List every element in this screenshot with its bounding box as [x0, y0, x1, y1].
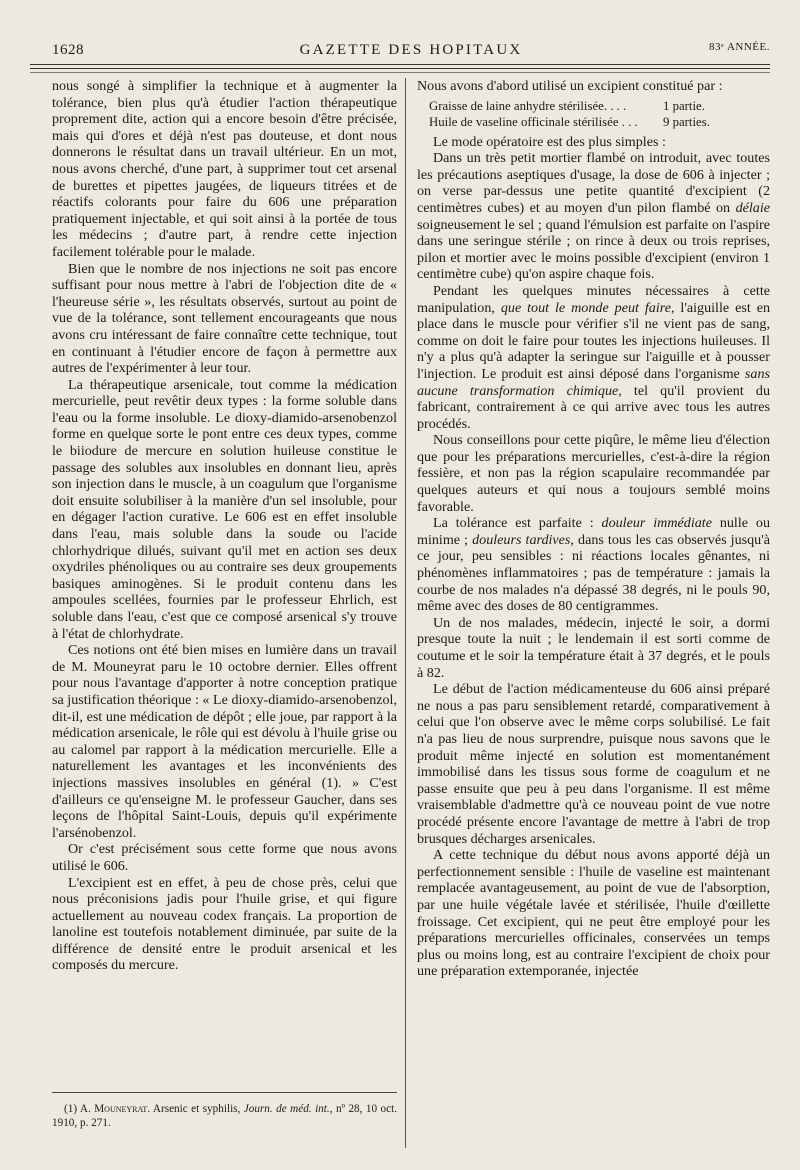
left-paragraph-3: La thérapeutique arsenicale, tout comme la médication mercurielle, peut revêtir deux types : la forme soluble dans l'eau ou la forme insoluble. Le dioxy-diamido-arsenobenzol forme en quelque sorte le pont entre ces deux types, comme le biiodure de mercure en solution huileuse constitue le passage des solubles aux insolubles en donnant lieu, après son injection dans le muscle, à un coagulum que l'organisme doit ensuite solubiliser à la manière d'un sel insoluble, pour en dégager l'action curative. Le 606 est en effet insoluble dans l'eau, mais soluble dans la soude ou l'acide chlorhydrique dilués, suivant qu'il met en action ses deux oxydriles phénoliques ou au contraire ses deux groupements basiques aminogènes. Si le produit contenu dans les ampoules scellées, fournies par le professeur Ehrlich, est soluble dans l'eau, c'est que ce composé arsenical s'y trouve à l'état de chlorhydrate. [52, 376, 397, 642]
footnote [52, 1102, 397, 1130]
left-paragraph-4: Ces notions ont été bien mises en lumière dans un travail de M. Mouneyrat paru le 10 octobre dernier. Elles offrent pour nous l'avantage d'apporter à notre conception pratique sa justification théorique : « Le dioxy-diamido-arsenobenzol, dit-il, est une médication de dépôt ; elle joue, par rapport à la médication arsenicale, le rôle qui est dévolu à l'huile grise ou au calomel par rapport à la médication mercurielle. Elle a naturellement les avantages et les inconvénients des injections massives insolubles en général (1). » C'est d'ailleurs ce qu'enseigne M. le professeur Gaucher, dans ses leçons de l'hôpital Saint-Louis, depuis qu'il expérimente l'arsénobenzol. [52, 642, 397, 841]
formula-row [429, 98, 770, 114]
footnote-rule [52, 1092, 397, 1093]
right-paragraph-6: Un de nos malades, médecin, injecté le soir, a dormi presque toute la nuit ; le lendemain il est sorti comme de coutume et le soir la température était à 37 degrés, et le pouls à 82. [417, 614, 770, 681]
right-column [417, 78, 770, 980]
text-run: soigneusement le sel ; quand l'émulsion est parfaite on l'aspire dans une seringue stérile ; on rince à deux ou trois reprises, pilon et mortier avec le moins possible d'excipient (environ 1 centimètre cube) qu'on aspire chaque fois. [417, 216, 770, 283]
emphasis-text: sans aucune transformation chimique [417, 365, 770, 399]
footnote-author: Mouneyrat [94, 1103, 148, 1115]
formula-quantity: 9 parties. [663, 114, 710, 129]
text-run: Pendant les quelques minutes nécessaires à cette manipulation, [417, 282, 770, 316]
text-run: Dans un très petit mortier flambé on introduit, avec toutes les précautions aseptiques d'usage, la dose de 606 à injecter ; on verse par-dessus une petite quantité d'excipient (2 centimètres cubes) et au moyen d'un pilon flambé on [417, 150, 770, 216]
header-thin-rule [30, 72, 770, 73]
page-number: 1628 [52, 42, 84, 58]
text-run: , tel qu'il provient du fabricant, contrairement à ce qui arrive avec tous les autres procédés. [417, 382, 771, 432]
right-intro: Nous avons d'abord utilisé un excipient constitué par : [417, 78, 723, 94]
left-paragraph-1: nous songé à simplifier la technique et à augmenter la tolérance, bien plus qu'à étudier l'action thérapeutique proprement dite, action qui a encore besoin d'être précisée, mais qui d'ores et déjà n'est pas douteuse, et dont nous donnerons le résultat dans un travail ultérieur. En un mot, nous avons cherché, d'une part, à supprimer tout cet arsenal de burettes et pipettes jaugées, de liqueurs titrées et de réactifs colorants pour faire du 606 une préparation pratiquement injectable, et qui soit ainsi à la portée de tous les médecins ; d'autre part, à rendre cette injection facilement tolérable pour le malade. [52, 78, 397, 260]
footnote-prefix: (1) A. [64, 1103, 95, 1115]
page-header [52, 38, 770, 62]
left-paragraph-6: L'excipient est en effet, à peu de chose près, celui que nous préconisions jadis pour l'huile grise, et qui figure actuellement au nouveau codex français. La proportion de lanoline est toutefois notablement diminuée, par suite de la différence de densité entre le produit arsenical et les composés du mercure. [52, 874, 397, 974]
right-paragraph-4: Nous conseillons pour cette piqûre, le même lieu d'élection que pour les préparations mercurielles, c'est-à-dire la région fessière, et non pas la région scapulaire recommandée par quelques auteurs et qui nous a toujours semblé moins favorable. [417, 432, 770, 515]
left-column [52, 78, 397, 974]
right-paragraph-8: A cette technique du début nous avons apporté déjà un perfectionnement sensible : l'huile de vaseline est maintenant remplacée avantageusement, au point de vue de l'absorption, par une huile végétale lavée et stérilisée, l'huile d'œillette froissage. Cet excipient, qui ne peut être employé pour les préparations mercurielles officinales, conservées un temps plus ou moins long, est au contraire l'excipient de choix pour une préparation extemporanée, injectée [417, 847, 770, 980]
left-paragraph-5: Or c'est précisément sous cette forme que nous avons utilisé le 606. [52, 841, 397, 874]
footnote-suffix: , nº 28, 10 oct. 1910, p. 271. [52, 1103, 398, 1129]
formula-row [429, 114, 770, 130]
footnote-journal: Journ. de méd. int. [243, 1103, 330, 1115]
excipient-formula [429, 98, 770, 130]
formula-quantity: 1 partie. [663, 98, 705, 113]
formula-ingredient: Huile de vaseline officinale stérilisée . . . [429, 114, 638, 129]
right-paragraph-1: Le mode opératoire est des plus simples : [433, 133, 666, 150]
left-paragraph-2: Bien que le nombre de nos injections ne soit pas encore suffisant pour nous mettre à l'abri de l'objection dite de « l'heureuse série », les résultats observés, surtout au point de vue de la tolérance, sont tellement encourageants que nous avons cru intéressant de faire connaître cette technique, tout en continuant à l'étudier encore de façon à permettre aux autres de l'expérimenter à leur tour. [52, 260, 397, 377]
column-divider [405, 78, 406, 1148]
emphasis-text: douleurs tardives [472, 531, 571, 548]
emphasis-text: délaie [735, 199, 770, 216]
emphasis-text: douleur immédiate [601, 515, 712, 532]
right-paragraph-7: Le début de l'action médicamenteuse du 606 ainsi préparé ne nous a pas paru sensiblement retardé, comparativement à celui que l'on observe avec le même corps solubilisé. Le fait n'a pas lieu de nous surprendre, puisque nous savons que le produit même injecté en solution est momentanément immobilisé dans les tissus sous forme de coagulum et ne passe ensuite que peu à peu dans l'organisme. Il est même vraisemblable d'admettre qu'à ce nouveau point de vue notre procédé présente encore l'avantage de mettre à l'abri de trop brusques décharges arsenicales. [417, 681, 770, 847]
text-run: , l'aiguille est en place dans le muscle pour vérifier s'il ne vient pas de sang, comme on doit le faire pour toutes les injections huileuses. Il n'y a plus qu'à adapter la seringue sur l'aiguille et à pousser l'injection. Le produit est ainsi déposé dans l'organisme [417, 299, 770, 382]
right-paragraph-2 [417, 150, 770, 283]
text-run: La tolérance est parfaite : [433, 515, 602, 532]
right-paragraph-3 [417, 283, 770, 432]
emphasis-text: que tout le monde peut faire [500, 299, 671, 316]
formula-ingredient: Graisse de laine anhydre stérilisée. . . . [429, 98, 627, 113]
year-label: 83ᵉ ANNÉE. [709, 41, 770, 53]
journal-title: GAZETTE DES HOPITAUX [299, 42, 523, 58]
footnote-middle: . Arsenic et syphilis, [147, 1103, 244, 1115]
text-run: nulle ou minime ; [417, 515, 770, 548]
text-run: , dans tous les cas observés jusqu'à ce jour, peu sensibles : ni réactions locales gênantes, ni phénomènes inflammatoires ; pas de température : jamais la courbe de nos malades n'a dépassé 38 degrés, ni le pouls 90, même avec des doses de 80 centigrammes. [417, 531, 771, 615]
right-paragraph-5 [417, 515, 770, 615]
header-double-rule [30, 64, 770, 69]
